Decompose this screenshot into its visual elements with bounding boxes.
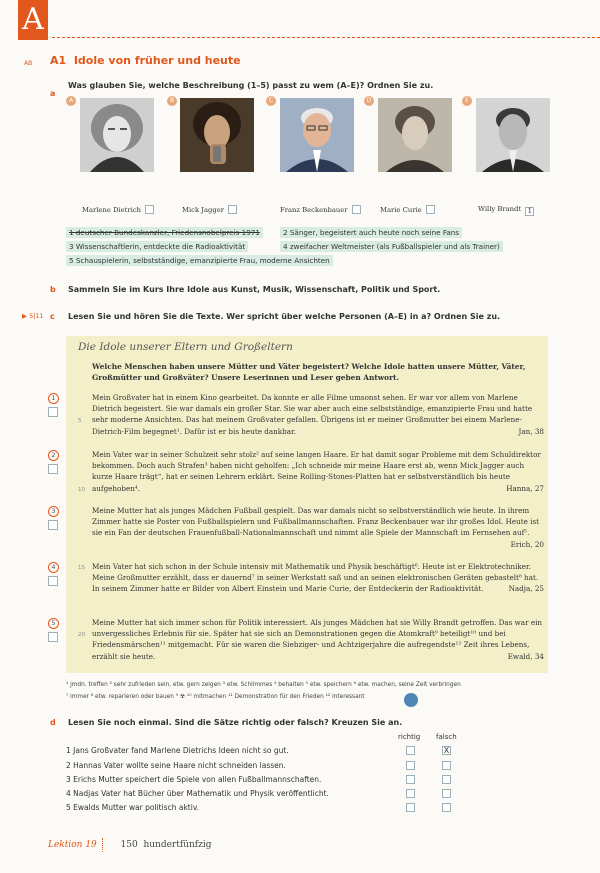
- photo-label-b: B: [167, 96, 177, 106]
- paragraph-number-circle: 1: [48, 393, 59, 404]
- paragraph-answer-box-3[interactable]: [48, 520, 58, 530]
- name-mick-jagger: [182, 205, 237, 214]
- statement-row-4: 4 Nadjas Vater hat Bücher über Mathematik und Physik veröffentlicht.: [66, 789, 329, 798]
- checkbox-false-3[interactable]: [442, 775, 451, 784]
- paragraph-5: [92, 617, 544, 662]
- section-title: [50, 54, 241, 67]
- checkbox-false-2[interactable]: [442, 761, 451, 770]
- audio-track[interactable]: ▶ 5|11: [22, 312, 44, 320]
- photo-franz-beckenbauer: [280, 98, 354, 172]
- section-id: A1: [50, 54, 67, 67]
- paragraph-answer-box-2[interactable]: [48, 464, 58, 474]
- paragraph-number-2: [48, 450, 59, 461]
- answer-box-b[interactable]: [228, 205, 237, 214]
- photo-label-a: A: [66, 96, 76, 106]
- column-falsch: falsch: [436, 733, 457, 741]
- statement-row-5: 5 Ewalds Mutter war politisch aktiv.: [66, 803, 200, 812]
- checkbox-true-4[interactable]: [406, 789, 415, 798]
- task-c-letter: c: [50, 312, 55, 321]
- footnotes-line-1: ¹ jmdn. treffen ² sehr zufrieden sein, etw. gern zeigen ³ etw. Schlimmes ⁴ behalten ⁵ etw. speichern ⁶ etw. machen, seine Zeit verbringen: [66, 682, 461, 688]
- statement-row-3: 3 Erichs Mutter speichert die Spiele von allen Fußballmannschaften.: [66, 775, 322, 784]
- description-1: 1 deutscher Bundeskanzler, Friedensnobelpreis 1971: [66, 227, 263, 238]
- paragraph-number-5: [48, 618, 59, 629]
- name-willy-brandt: [478, 205, 534, 216]
- description-3: 3 Wissenschaftlerin, entdeckte die Radioaktivität: [66, 241, 248, 252]
- paragraph-number-circle: 2: [48, 450, 59, 461]
- footer-lesson: Lektion 19: [48, 840, 97, 850]
- paragraph-text: Mein Vater hat sich schon in der Schule intensiv mit Mathematik und Physik beschäftigt⁶. Heute ist er Elektrotechniker. Meine Großmutter erzählt, dass er dauernd⁷ in seiner Werkstatt saß und an seinen elektronischen Geräten gebastelt⁸ hat. In seinem Zimmer hatte er Bilder von Albert Einstein und Marie Curie, der Entdeckerin der Radioaktivität.: [92, 562, 539, 594]
- statement-row-1: 1 Jans Großvater fand Marlene Dietrichs Ideen nicht so gut.: [66, 746, 289, 755]
- paragraph-number-1: [48, 393, 59, 404]
- task-b-instruction: Sammeln Sie im Kurs Ihre Idole aus Kunst, Musik, Wissenschaft, Politik und Sport.: [68, 285, 441, 294]
- description-5: 5 Schauspielerin, selbstständige, emanzipierte Frau, moderne Ansichten: [66, 255, 333, 266]
- photo-marlene-dietrich: [80, 98, 154, 172]
- checkbox-true-2[interactable]: [406, 761, 415, 770]
- line-number: 20: [78, 632, 85, 638]
- header-divider: [52, 37, 600, 38]
- paragraph-answer-box-5[interactable]: [48, 632, 58, 642]
- paragraph-text: Meine Mutter hat als junges Mädchen Fußball gespielt. Das war damals nicht so selbstverständlich wie heute. In ihrem Zimmer hatte sie Poster von Fußballspielern und Fußballmannschaften. Franz Beckenbauer war ihr großes Idol. Heute ist sie ein Fan der deutschen Frauenfußball-Nationalmannschaft und nimmt alle Spiele der Mannschaft im Fernsehen auf⁵.: [92, 506, 540, 538]
- checkbox-false-5[interactable]: [442, 803, 451, 812]
- paragraph-4: [92, 561, 544, 595]
- name-text: Marlene Dietrich: [82, 206, 142, 214]
- name-marlene-dietrich: [82, 205, 154, 214]
- footer-divider: [102, 838, 103, 852]
- name-marie-curie: [380, 205, 435, 214]
- paragraph-author: Ewald, 34: [507, 651, 544, 661]
- name-franz-beckenbauer: [280, 205, 361, 214]
- paragraph-number-3: [48, 506, 59, 517]
- lesson-tab: A: [18, 0, 48, 40]
- ab-label: AB: [24, 60, 33, 67]
- footer-page-word: hundertfünfzig: [143, 840, 212, 850]
- paragraph-author: Jan, 38: [518, 426, 544, 436]
- paragraph-author: Hanna, 27: [506, 483, 544, 493]
- answer-box-a[interactable]: [145, 205, 154, 214]
- paragraph-2: [92, 449, 544, 494]
- description-2: 2 Sänger, begeistert auch heute noch seine Fans: [280, 227, 462, 238]
- description-4: 4 zweifacher Weltmeister (als Fußballspieler und als Trainer): [280, 241, 503, 252]
- answer-box-e[interactable]: 1: [525, 207, 534, 216]
- task-a-instruction: Was glauben Sie, welche Beschreibung (1–5) passt zu wem (A–E)? Ordnen Sie zu.: [68, 81, 434, 90]
- paragraph-author: Nadja, 25: [508, 584, 544, 594]
- paragraph-text: Mein Großvater hat in einem Kino gearbeitet. Da konnte er alle Filme umsonst sehen. Er war vor allem von Marlene Dietrich begeistert. Sie war damals ein großer Star. Sie war aber auch eine selbstständige, emanzipierte Frau und hatte sehr moderne Ansichten. Das hat meinem Großvater gefallen. Übrigens ist er meiner Großmutter bei einem Marlene-Dietrich-Film begegnet¹. Dafür ist er bis heute dankbar.: [92, 393, 533, 436]
- task-b-letter: b: [50, 285, 56, 294]
- checkbox-true-3[interactable]: [406, 775, 415, 784]
- task-d-letter: d: [50, 718, 56, 727]
- footnotes-line-2: ⁷ immer ⁸ etw. reparieren oder bauen ⁹ ☢ ¹⁰ mitmachen ¹¹ Demonstration für den Frieden ¹² interessant: [66, 694, 365, 700]
- photo-mick-jagger: [180, 98, 254, 172]
- article-intro: Welche Menschen haben unsere Mütter und Väter begeistert? Welche Idole hatten unsere Mütter, Väter, Großmütter und Großväter? Unsere Leserinnen und Leser geben Antwort.: [92, 362, 526, 382]
- paragraph-3: [92, 505, 544, 550]
- name-text: Marie Curie: [380, 206, 422, 214]
- paragraph-answer-box-1[interactable]: [48, 407, 58, 417]
- paragraph-answer-box-4[interactable]: [48, 576, 58, 586]
- name-text: Willy Brandt: [478, 205, 522, 213]
- statement-row-2: 2 Hannas Vater wollte seine Haare nicht schneiden lassen.: [66, 761, 286, 770]
- name-text: Franz Beckenbauer: [280, 206, 348, 214]
- line-number: 5: [78, 418, 82, 424]
- paragraph-text: Meine Mutter hat sich immer schon für Politik interessiert. Als junges Mädchen hat sie Willy Brandt getroffen. Das war ein unvergessliches Erlebnis für sie. Später hat sie sich an Demonstrationen gegen die Atomkraft⁹ beteiligt¹⁰ und bei Friedensmärschen¹¹ mitgemacht. Für sie waren die Siebziger- und Achtzigerjahre die aufregendste¹² Zeit ihres Lebens, erzählt sie heute.: [92, 618, 542, 661]
- name-text: Mick Jagger: [182, 206, 224, 214]
- photo-marie-curie: [378, 98, 452, 172]
- photo-willy-brandt: [476, 98, 550, 172]
- task-c-instruction: Lesen Sie und hören Sie die Texte. Wer spricht über welche Personen (A–E) in a? Ordnen Sie zu.: [68, 312, 501, 321]
- line-number: 10: [78, 487, 85, 493]
- photo-label-c: C: [266, 96, 276, 106]
- footer-page-number: 150: [120, 840, 138, 850]
- checkbox-true-5[interactable]: [406, 803, 415, 812]
- column-richtig: richtig: [398, 733, 421, 741]
- task-a-letter: a: [50, 89, 56, 98]
- paragraph-1: [92, 392, 544, 437]
- photo-label-d: D: [364, 96, 374, 106]
- paragraph-number-4: [48, 562, 59, 573]
- photo-label-e: E: [462, 96, 472, 106]
- line-number: 15: [78, 565, 85, 571]
- checkbox-false-1[interactable]: X: [443, 746, 450, 755]
- dove-icon: [404, 693, 418, 707]
- section-title-text: Idole von früher und heute: [73, 54, 241, 67]
- descriptions-box: [66, 227, 544, 269]
- paragraph-number-circle: 4: [48, 562, 59, 573]
- task-d-instruction: Lesen Sie noch einmal. Sind die Sätze richtig oder falsch? Kreuzen Sie an.: [68, 718, 403, 727]
- answer-box-d[interactable]: [426, 205, 435, 214]
- checkbox-false-4[interactable]: [442, 789, 451, 798]
- page-footer: [48, 840, 212, 850]
- paragraph-number-circle: 5: [48, 618, 59, 629]
- paragraph-author: Erich, 20: [510, 539, 544, 549]
- task-a: [50, 81, 55, 100]
- checkbox-true-1[interactable]: [406, 746, 415, 755]
- paragraph-text: Mein Vater war in seiner Schulzeit sehr stolz² auf seine langen Haare. Er hat damit sogar Probleme mit dem Schuldirektor bekommen. Doch auch Strafen³ haben nicht geholfen: „Ich schneide mir meine Haare erst ab, wenn Mick Jagger auch kurze Haare trägt“, hat er seinen Lehrern erklärt. Seine Rolling-Stones-Platten hat er selbstverständlich bis heute aufgehoben⁴.: [92, 450, 541, 493]
- answer-box-c[interactable]: [352, 205, 361, 214]
- paragraph-number-circle: 3: [48, 506, 59, 517]
- article-title: Die Idole unserer Eltern und Großeltern: [78, 341, 293, 353]
